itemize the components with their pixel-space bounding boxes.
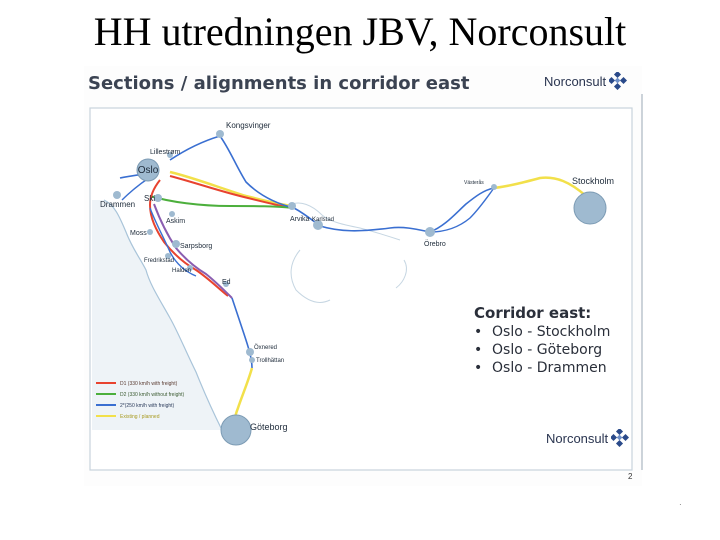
city-marker-kongsvinger (216, 130, 224, 138)
label-karlstad: Karlstad (312, 217, 335, 223)
label-kongsvinger: Kongsvinger (226, 121, 271, 130)
corridor-item (474, 341, 610, 359)
label-ed: Ed (222, 279, 231, 286)
corridor-item-label: Oslo - Stockholm (492, 324, 611, 340)
norconsult-logo-bottom (546, 429, 629, 447)
legend-label-d2: D2 (330 km/h without freight) (120, 392, 185, 398)
label-ski: Ski (144, 194, 156, 203)
label-sarpsborg: Sarpsborg (180, 243, 213, 250)
label-oslo: Oslo (137, 165, 159, 176)
city-marker-arvika (288, 202, 296, 210)
city-marker-stockholm (574, 192, 606, 224)
corridor-item-label: Oslo - Drammen (492, 360, 607, 376)
city-marker-moss (147, 229, 153, 235)
bullet-icon: • (474, 342, 483, 358)
label-moss: Moss (130, 230, 147, 237)
city-marker-vasteras (491, 184, 497, 190)
city-marker-goteborg (221, 415, 251, 445)
slide-title: HH utredningen JBV, Norconsult (93, 9, 627, 54)
label-oxnered: Öxnered (254, 345, 278, 351)
bullet-icon: • (474, 324, 483, 340)
page-number: 2 (628, 472, 633, 481)
legend-label-existing: Existing / planned (120, 414, 160, 420)
corridor-item (474, 359, 610, 377)
bullet-icon: • (474, 360, 483, 376)
label-trollhattan: Trollhättan (256, 358, 285, 364)
label-lillestrom: Lillestrøm (150, 149, 181, 156)
city-marker-oxnered (246, 348, 254, 356)
logo-text: Norconsult (544, 73, 607, 89)
city-marker-sarpsborg (172, 240, 180, 248)
corridor-title: Corridor east: (474, 304, 592, 322)
corridor-list (474, 323, 610, 377)
label-stockholm: Stockholm (572, 176, 615, 186)
label-goteborg: Göteborg (250, 422, 288, 432)
legend-label-d1: D1 (330 km/h with freight) (120, 381, 178, 387)
label-vasteras: Västerås (464, 180, 484, 186)
corridor-item (474, 323, 610, 341)
stray-mark: · (679, 500, 682, 509)
city-marker-orebro (425, 227, 435, 237)
map-heading: Sections / alignments in corridor east (88, 73, 470, 94)
norconsult-diamond-icon (611, 429, 629, 447)
label-fredrikstad: Fredrikstad (144, 258, 175, 264)
label-askim: Askim (166, 218, 186, 225)
label-arvika: Arvika (290, 216, 310, 223)
city-marker-trollhattan (249, 357, 255, 363)
label-orebro: Örebro (424, 241, 446, 248)
city-marker-drammen (113, 191, 121, 199)
label-drammen: Drammen (100, 200, 136, 209)
logo-text: Norconsult (546, 430, 609, 446)
label-halden: Halden (172, 268, 192, 274)
city-marker-askim (169, 211, 175, 217)
corridor-east-box (474, 304, 610, 377)
corridor-item-label: Oslo - Göteborg (492, 342, 603, 358)
city-marker-ski (154, 194, 162, 202)
legend-label-2x250: 2*(250 km/h with freight) (120, 403, 175, 409)
